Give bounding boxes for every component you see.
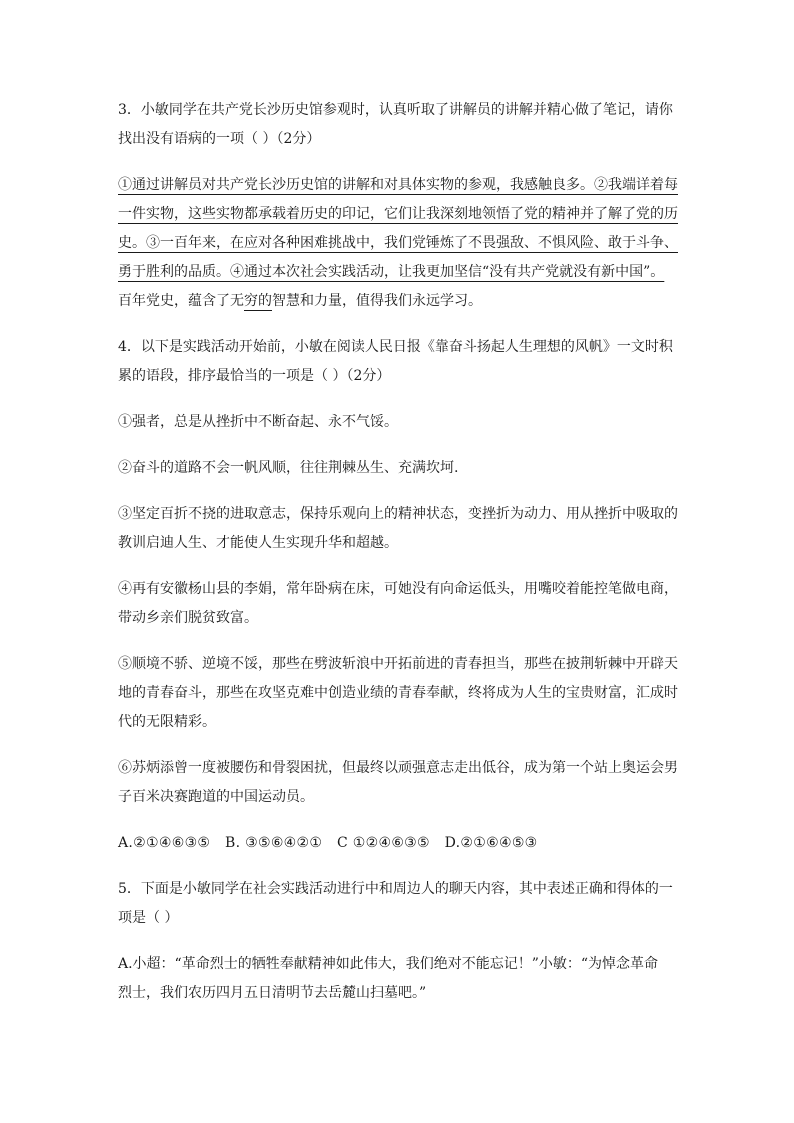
item-text: ⑥苏炳添曾一度被腰伤和骨裂困扰，但最终以顽强意志走出低谷，成为第一个站上奥运会男 bbox=[118, 760, 678, 776]
option-text: 烈士，我们农历四月五日清明节去岳麓山扫墓吧。” bbox=[118, 985, 427, 1001]
item-text: 子百米决赛跑道的中国运动员。 bbox=[118, 789, 314, 805]
question-4-item-4 bbox=[118, 575, 678, 633]
question-4-item-6 bbox=[118, 754, 678, 812]
item-text: ①强者，总是从挫折中不断奋起、永不气馁。 bbox=[118, 414, 398, 430]
question-3 bbox=[118, 96, 678, 154]
exam-content bbox=[118, 96, 678, 1008]
option-c[interactable]: C ①②④⑥③⑤ bbox=[337, 835, 430, 851]
option-b[interactable]: B. ③⑤⑥④②① bbox=[225, 835, 323, 851]
question-4-stem-line-2: 累的语段，排序最恰当的一项是（ ）（2分） bbox=[118, 368, 391, 384]
passage-line: ①通过讲解员对共产党长沙历史馆的讲解和对具体实物的参观，我感触良多。②我端详着每 bbox=[118, 177, 678, 193]
option-d[interactable]: D.②①⑥④⑤③ bbox=[444, 835, 538, 851]
item-text: ④再有安徽杨山县的李娟，常年卧病在床，可她没有向命运低头，用嘴咬着能控笔做电商， bbox=[118, 581, 678, 597]
question-4-options bbox=[118, 829, 678, 858]
passage-tail-underlined: 穷的 bbox=[244, 293, 272, 309]
question-3-passage bbox=[118, 171, 678, 316]
passage-tail-after: 智慧和力量，值得我们永远学习。 bbox=[272, 293, 482, 309]
passage-tail-line bbox=[118, 287, 678, 316]
question-4-item-3 bbox=[118, 500, 678, 558]
item-text: ⑤顺境不骄、逆境不馁，那些在劈波斩浪中开拓前进的青春担当，那些在披荆斩棘中开辟天 bbox=[118, 656, 678, 672]
question-3-stem-line-1: 3．小敏同学在共产党长沙历史馆参观时，认真听取了讲解员的讲解并精心做了笔记，请你 bbox=[118, 102, 673, 118]
passage-tail-before: 百年党史，蕴含了无 bbox=[118, 293, 244, 309]
question-5 bbox=[118, 875, 678, 933]
question-5-option-a[interactable] bbox=[118, 950, 678, 1008]
question-4-item-5 bbox=[118, 650, 678, 737]
passage-line: 史。③一百年来，在应对各种困难挑战中，我们党锤炼了不畏强敌、不惧风险、敢于斗争、 bbox=[118, 235, 678, 251]
passage-line: 一件实物，这些实物都承载着历史的印记，它们让我深刻地领悟了党的精神并了解了党的历 bbox=[118, 206, 678, 222]
question-4-item-1 bbox=[118, 408, 678, 437]
item-text: 带动乡亲们脱贫致富。 bbox=[118, 610, 258, 626]
question-5-stem-line-2: 项是（ ） bbox=[118, 910, 179, 926]
question-4 bbox=[118, 333, 678, 391]
item-text: 代的无限精彩。 bbox=[118, 714, 216, 730]
option-text: A.小超：“革命烈士的牺牲奉献精神如此伟大，我们绝对不能忘记！”小敏：“为悼念革命 bbox=[118, 956, 659, 972]
item-text: ③坚定百折不挠的进取意志，保持乐观向上的精神状态，变挫折为动力、用从挫折中吸取的 bbox=[118, 506, 678, 522]
passage-line: 勇于胜利的品质。④通过本次社会实践活动，让我更加坚信“没有共产党就没有新中国”。 bbox=[118, 264, 665, 280]
question-4-stem-line-1: 4．以下是实践活动开始前，小敏在阅读人民日报《靠奋斗扬起人生理想的风帆》一文时积 bbox=[118, 339, 673, 355]
question-3-stem-line-2: 找出没有语病的一项（ ）（2分） bbox=[118, 131, 321, 147]
item-text: ②奋斗的道路不会一帆风顺，往往荆棘丛生、充满坎坷. bbox=[118, 460, 459, 476]
item-text: 教训启迪人生、才能使人生实现升华和超越。 bbox=[118, 535, 398, 551]
option-a[interactable]: A.②①④⑥③⑤ bbox=[118, 835, 211, 851]
question-4-item-2 bbox=[118, 454, 678, 483]
question-5-stem-line-1: 5．下面是小敏同学在社会实践活动进行中和周边人的聊天内容，其中表述正确和得体的一 bbox=[118, 881, 673, 897]
item-text: 地的青春奋斗，那些在攻坚克难中创造业绩的青春奉献，终将成为人生的宝贵财富，汇成时 bbox=[118, 685, 678, 701]
